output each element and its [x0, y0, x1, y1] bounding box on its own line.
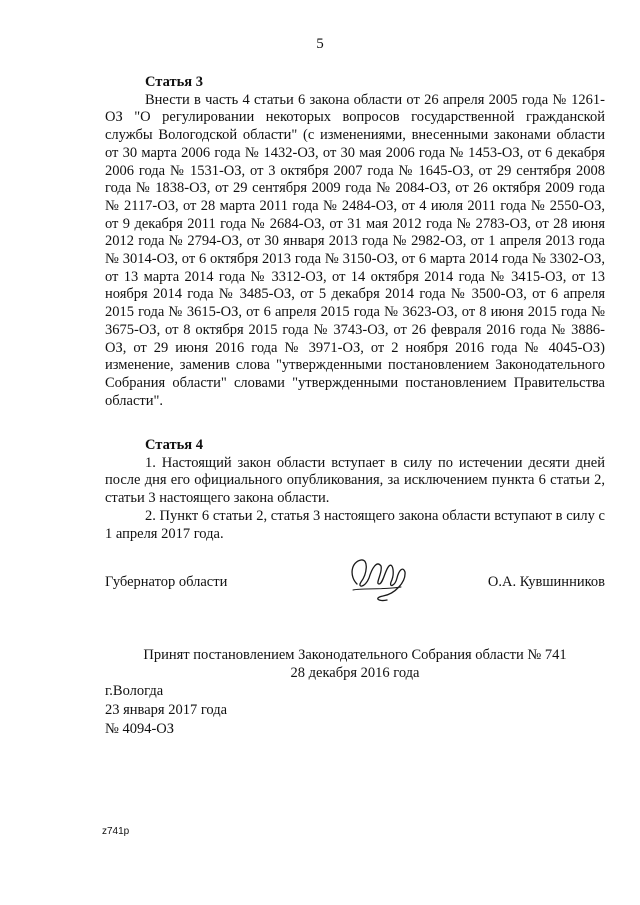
- adoption-line-2: 28 декабря 2016 года: [290, 665, 420, 681]
- signature-row: [105, 574, 605, 614]
- article-4-paragraph-2: 2. Пункт 6 статьи 2, статья 3 настоящего закона области вступают в силу с 1 апреля 2017 года.: [105, 507, 605, 542]
- adoption-line-1: Принят постановлением Законодательного Собрания области № 741: [143, 647, 567, 663]
- article-3: [105, 74, 605, 410]
- footer-code: z741p: [102, 826, 130, 837]
- article-3-title: Статья 3: [145, 74, 203, 90]
- governor-name: О.А. Кувшинников: [487, 574, 605, 590]
- law-number: № 4094-ОЗ: [105, 721, 175, 737]
- article-4: [105, 437, 605, 543]
- article-4-paragraph-1: 1. Настоящий закон области вступает в силу по истечении десяти дней после дня его официального опубликования, за исключением пункта 6 статьи 2, статьи 3 настоящего закона области.: [105, 454, 605, 507]
- page-number: 5: [316, 36, 324, 52]
- governor-title: Губернатор области: [105, 574, 228, 590]
- article-4-title: Статья 4: [145, 437, 203, 453]
- handwritten-signature: [343, 554, 413, 604]
- place-date-block: [105, 682, 227, 739]
- article-3-text: Внести в часть 4 статьи 6 закона области от 26 апреля 2005 года № 1261-ОЗ "О регулировании некоторых вопросов государственной гражданской службы Вологодской области" (с изменениями, внесенными законами области от 30 марта 2006 года № 1432-ОЗ, от 30 мая 2006 года № 1453-ОЗ, от 6 декабря 2006 года № 1531-ОЗ, от 3 октября 2007 года № 1645-ОЗ, от 29 сентября 2008 года № 1838-ОЗ, от 29 сентября 2009 года № 2084-ОЗ, от 26 октября 2009 года № 2117-ОЗ, от 28 марта 2011 года № 2484-ОЗ, от 4 июля 2011 года № 2550-ОЗ, от 9 декабря 2011 года № 2684-ОЗ, от 31 мая 2012 года № 2783-ОЗ, от 28 июня 2012 года № 2794-ОЗ, от 30 января 2013 года № 2982-ОЗ, от 1 апреля 2013 года № 3014-ОЗ, от 6 октября 2013 года № 3150-ОЗ, от 6 марта 2014 года № 3302-ОЗ, от 13 марта 2014 года № 3312-ОЗ, от 14 октября 2014 года № 3415-ОЗ, от 13 ноября 2014 года № 3485-ОЗ, от 5 декабря 2014 года № 3500-ОЗ, от 6 апреля 2015 года № 3615-ОЗ, от 6 апреля 2015 года № 3623-ОЗ, от 8 июня 2015 года № 3675-ОЗ, от 8 октября 2015 года № 3743-ОЗ, от 26 февраля 2016 года № 3886-ОЗ, от 29 июня 2016 года № 3971-ОЗ, от 2 ноября 2016 года № 4045-ОЗ) изменение, заменив слова "утвержденными постановлением Законодательного Собрания области" словами "утвержденными постановлением Правительства области".: [105, 91, 605, 409]
- adoption-note: [105, 646, 605, 682]
- signing-date: 23 января 2017 года: [105, 702, 228, 718]
- city: г.Вологда: [105, 683, 164, 699]
